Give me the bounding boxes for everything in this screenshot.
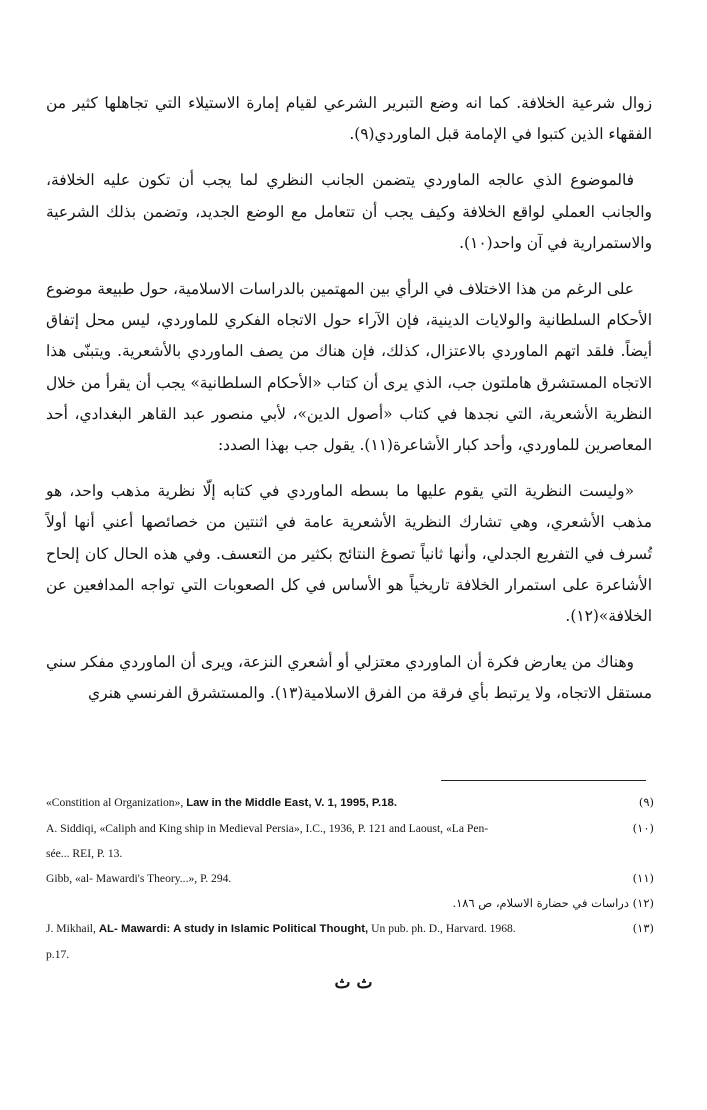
footnotes — [46, 790, 654, 967]
paragraph-2: فالموضوع الذي عالجه الماوردي يتضمن الجانب النظري لما يجب أن تكون عليه الخلافة، والجانب العملي لواقع الخلافة وكيف يجب أن تتعامل مع الوضع الجديد، وتضمن بذلك الشرعية والاستمرارية في آن واحد(١٠). — [46, 171, 652, 252]
footnote-continuation: p.17. — [46, 948, 70, 961]
footnote-author: J. Mikhail, — [46, 922, 96, 935]
footnote-title: AL- Mawardi: A study in Islamic Political Thought, — [98, 923, 369, 935]
footnote-text: دراسات في حضارة الاسلام، ص ١٨٦. — [452, 896, 629, 910]
footnote-9 — [46, 790, 654, 816]
footnote-continuation: sée... REI, P. 13. — [46, 847, 123, 860]
footnote-10 — [46, 816, 654, 866]
footnote-13 — [46, 916, 654, 967]
main-text — [46, 88, 652, 725]
footnote-text: A. Siddiqi, «Caliph and King ship in Medieval Persia», I.C., 1936, P. 121 and Laoust, «La Pen- — [46, 822, 489, 835]
paragraph-1: زوال شرعية الخلافة. كما انه وضع التبرير الشرعي لقيام إمارة الاستيلاء التي تجاهلها كثير من الفقهاء الذين كتبوا في الإمامة قبل الماوردي(٩). — [46, 94, 652, 144]
footnote-number: (١٣) — [632, 921, 654, 935]
paragraph-5: وهناك من يعارض فكرة أن الماوردي معتزلي أو أشعري النزعة، ويرى أن الماوردي مفكر سني مستقل الاتجاه، ولا يرتبط بأي فرقة من الفرق الاسلامية(١٣). والمستشرق الفرنسي هنري — [46, 653, 652, 703]
footnote-text: «Constition al Organization», — [46, 796, 184, 809]
footnote-separator — [441, 780, 646, 781]
footnote-number: (١١) — [632, 871, 654, 885]
footnote-number: (٩) — [638, 795, 654, 809]
page-number: ث ث — [334, 973, 373, 993]
footnote-title: Law in the Middle East, V. 1, 1995, P.18. — [186, 797, 398, 809]
footnote-text: Gibb, «al- Mawardi's Theory...», P. 294. — [46, 872, 232, 885]
paragraph-3: على الرغم من هذا الاختلاف في الرأي بين المهتمين بالدراسات الاسلامية، حول طبيعة موضوع الأحكام السلطانية والولايات الدينية، فإن الآراء حول الاتجاه الفكري للماوردي، ليس محل إتفاق أيضاً. فلقد اتهم الماوردي بالاعتزال، كذلك، فإن هناك من يصف الماوردي بالأشعرية. ويتبنّى هذا الاتجاه المستشرق هاملتون جب، الذي يرى أن كتاب «الأحكام السلطانية» يجب أن يقرأ من خلال النظرية الأشعرية، التي نجدها في كتاب «أصول الدين»، لأبي منصور عبد القاهر البغدادي، أحد المعاصرين للماوردي، وأحد كبار الأشاعرة(١١). يقول جب بهذا الصدد: — [46, 280, 652, 455]
footnote-number: (١٠) — [632, 821, 654, 835]
footnote-number: (١٢) — [632, 896, 654, 910]
footnote-11 — [46, 866, 654, 891]
paragraph-4-quotation: «وليست النظرية التي يقوم عليها ما بسطه الماوردي في كتابه إلّا نظرية مذهب واحد، هو مذهب الأشعري، وهي تشارك النظرية الأشعرية عامة في اثنتين من خصائصها أعني أنها أولاً تُسرف في التفريع الجدلي، وأنها ثانياً تصوغ النتائج بكثير من التعسف. وفي هذه الحال كان إلحاح الأشاعرة على استمرار الخلافة تاريخياً هو الأساس في كل الصعوبات التي تواجه المدافعين عن الخلافة»(١٢). — [46, 482, 652, 626]
footnote-12 — [46, 891, 654, 916]
footnote-text: Un pub. ph. D., Harvard. 1968. — [371, 922, 516, 935]
